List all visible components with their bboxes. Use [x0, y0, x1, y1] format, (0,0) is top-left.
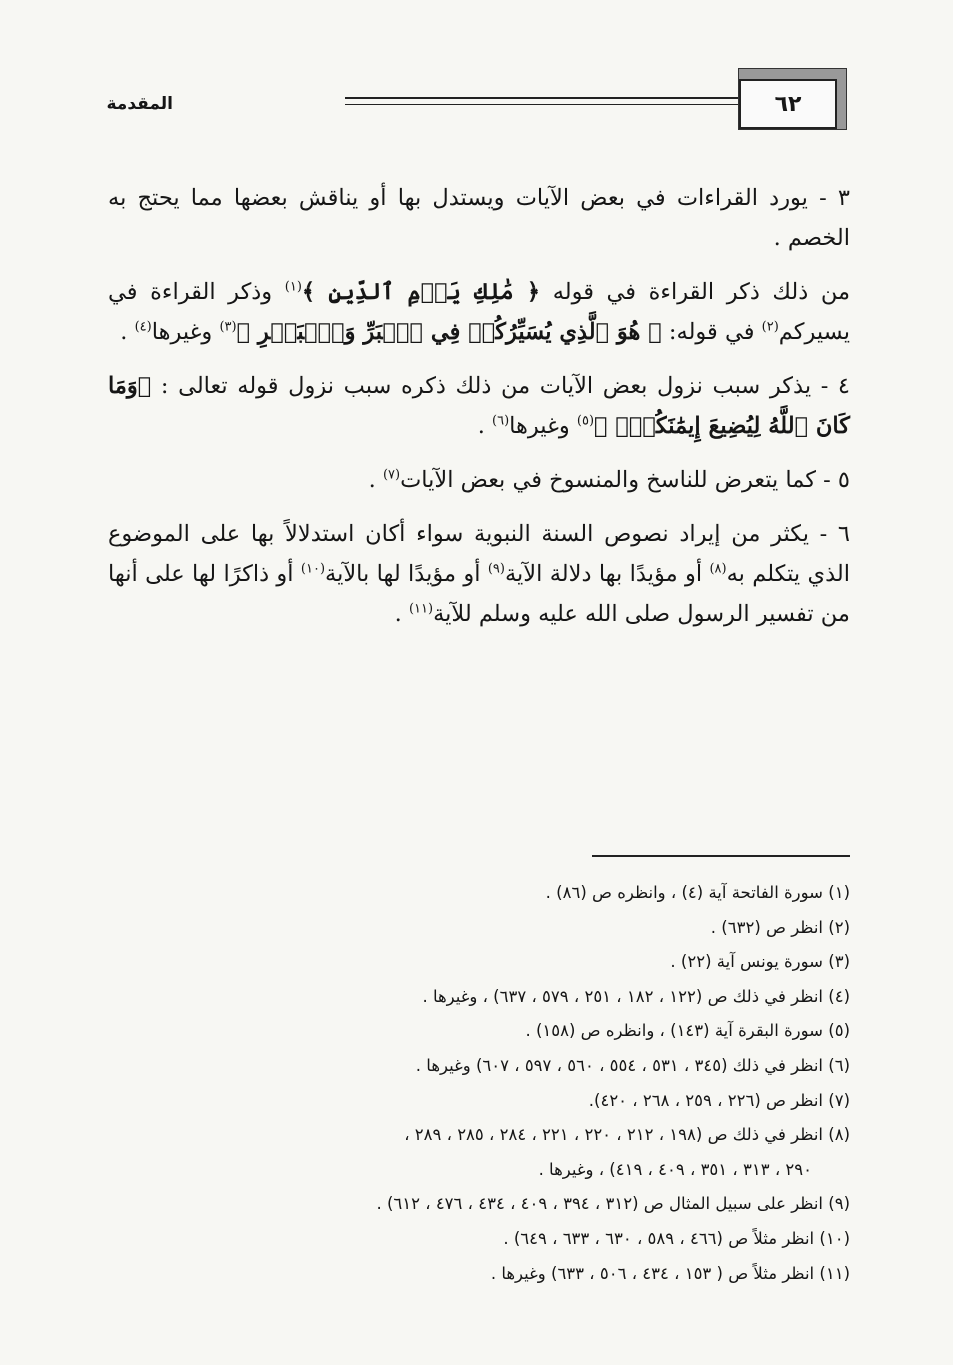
page-number: ٦٢	[739, 79, 837, 129]
header-rule-thin	[345, 104, 738, 105]
footnote-ref: (٩)	[487, 561, 505, 577]
footnote-11: (١١) انظر مثلاً ص ( ١٥٣ ، ٤٣٤ ، ٥٠٦ ، ٦٣٣) وغيرها .	[490, 1263, 850, 1283]
running-title: المقدمة	[106, 94, 173, 114]
text-segment: أو مؤيدًا لها بالآية	[325, 561, 481, 587]
footnote-8-continued: ٢٩٠ ، ٣١٣ ، ٣٥١ ، ٤٠٩ ، ٤١٩) ، وغيرها .	[538, 1159, 812, 1179]
page-header	[0, 60, 953, 140]
text-segment: ٤ - يذكر سبب نزول بعض الآيات من ذلك ذكره سبب نزول قوله تعالى :	[160, 373, 850, 399]
footnote-ref: (٤)	[134, 319, 152, 335]
footnote-ref: (١٠)	[300, 561, 326, 577]
text-segment: في قوله:	[668, 319, 755, 345]
text-segment: من ذلك ذكر القراءة في قوله	[552, 279, 851, 305]
footnote-ref: (٦)	[492, 413, 510, 429]
text-segment: .	[120, 319, 128, 345]
text-segment: وغيرها	[509, 413, 570, 439]
paragraph-5	[108, 460, 850, 500]
body-text	[108, 178, 850, 648]
footnote-3: (٣) سورة يونس آية (٢٢) .	[670, 952, 850, 972]
footnote-4: (٤) انظر في ذلك ص (١٢٢ ، ١٨٢ ، ٢٥١ ، ٥٧٩ ، ٦٣٧) ، وغيرها .	[422, 986, 850, 1006]
text-segment: وغيرها	[151, 319, 213, 345]
quran-verse: ﴿وَمَا كَانَ ٱللَّهُ لِيُضِيعَ إِيمَٰنَكُمۡۚ ﴾	[108, 373, 850, 439]
footnote-separator	[592, 855, 850, 857]
footnote-1: (١) سورة الفاتحة آية (٤) ، وانظره ص (٨٦) .	[545, 883, 850, 902]
quran-verse: ﴿ هُوَ ٱلَّذِي يُسَيِّرُكُمۡ فِي ٱلۡبَرِّ وَٱلۡبَحۡرِ ﴾	[236, 319, 662, 345]
paragraph-6	[108, 514, 850, 634]
footnote-5: (٥) سورة البقرة آية (١٤٣) ، وانظره ص (١٥٨) .	[525, 1021, 850, 1041]
text-segment: .	[368, 467, 376, 493]
text-segment: .	[477, 413, 485, 439]
footnote-2: (٢) انظر ص (٦٣٢) .	[710, 917, 850, 937]
footnote-8: (٨) انظر في ذلك ص (١٩٨ ، ٢١٢ ، ٢٢٠ ، ٢٢١ ، ٢٨٤ ، ٢٨٥ ، ٢٨٩ ،	[404, 1125, 850, 1145]
footnote-ref: (١)	[284, 279, 302, 295]
page-number-box	[738, 68, 847, 130]
footnote-10: (١٠) انظر مثلاً ص (٤٦٦ ، ٥٨٩ ، ٦٣٠ ، ٦٣٣ ، ٦٤٩) .	[503, 1228, 850, 1248]
text-segment: أو مؤيدًا بها دلالة الآية	[504, 561, 703, 587]
footnote-6: (٦) انظر في ذلك (٣٤٥ ، ٥٣١ ، ٥٥٤ ، ٥٦٠ ، ٥٩٧ ، ٦٠٧) وغيرها .	[415, 1055, 850, 1075]
footnote-ref: (٣)	[219, 319, 237, 335]
footnote-ref: (٥)	[576, 413, 595, 429]
paragraph-examples	[108, 272, 850, 352]
footnote-ref: (٧)	[382, 467, 401, 483]
quran-verse: ﴿ مَٰلِكِ يَوۡمِ ٱلدِّينِ ﴾	[301, 279, 541, 305]
footnote-ref: (٢)	[761, 319, 779, 335]
footnote-9: (٩) انظر على سبيل المثال ص (٣١٢ ، ٣٩٤ ، ٤٠٩ ، ٤٣٤ ، ٤٧٦ ، ٦١٢) .	[376, 1194, 850, 1214]
header-rule	[345, 97, 738, 99]
footnotes	[100, 876, 850, 1291]
text-segment: أو ذاكرًا لها على أنها من تفسير الرسول صلى الله عليه وسلم للآية	[108, 561, 850, 627]
text-segment: ٥ - كما يتعرض للناسخ والمنسوخ في بعض الآيات	[400, 467, 850, 493]
footnote-7: (٧) انظر ص (٢٢٦ ، ٢٥٩ ، ٢٦٨ ، ٤٢٠).	[588, 1090, 850, 1110]
footnote-ref: (١١)	[408, 601, 434, 617]
footnote-ref: (٨)	[709, 561, 727, 577]
text-segment: وذكر القراءة في يسيركم	[108, 279, 850, 345]
text-segment: .	[394, 601, 402, 627]
paragraph-4	[108, 366, 850, 446]
paragraph-3: ٣ - يورد القراءات في بعض الآيات ويستدل بها أو يناقش بعضها مما يحتج به الخصم .	[108, 185, 850, 251]
text-segment: ٦ - يكثر من إيراد نصوص السنة النبوية سواء أكان استدلالاً بها على الموضوع الذي يتكلم به	[108, 521, 851, 587]
